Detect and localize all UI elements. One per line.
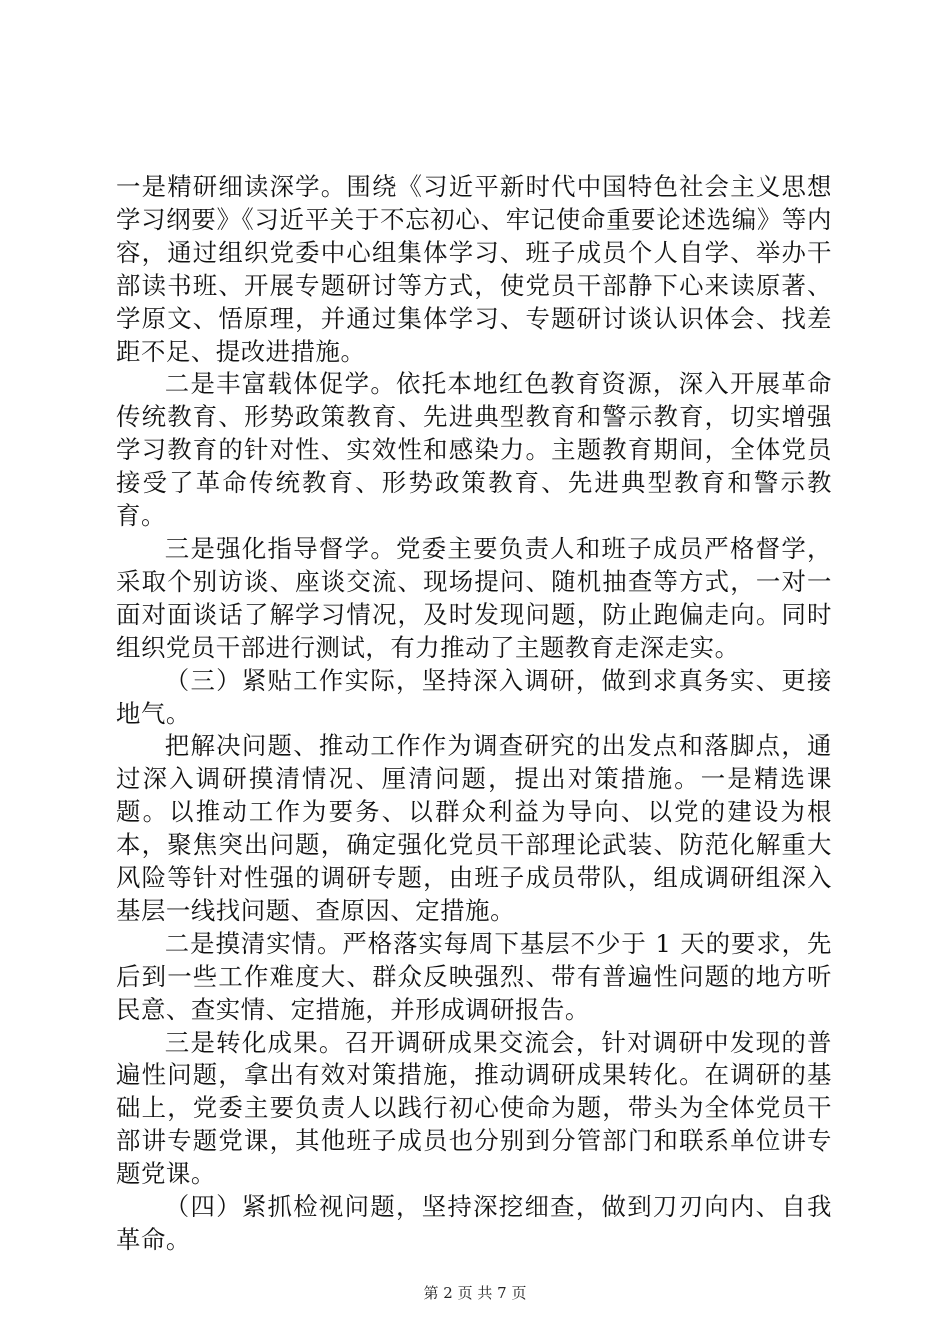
paragraph-study-supervision: 三是强化指导督学。党委主要负责人和班子成员严格督学，采取个别访谈、座谈交流、现场提问、随机抽查等方式，一对一面对面谈话了解学习情况，及时发现问题，防止跑偏走向。同时组织党员干部进行测试，有力推动了主题教育走深走实。: [116, 533, 832, 662]
section-heading-research: （三）紧贴工作实际，坚持深入调研，做到求真务实、更接地气。: [116, 665, 832, 728]
paragraph-research-topics: 把解决问题、推动工作作为调查研究的出发点和落脚点，通过深入调研摸清情况、厘清问题，提出对策措施。一是精选课题。以推动工作为要务、以群众利益为导向、以党的建设为根本，聚焦突出问题，确定强化党员干部理论武装、防范化解重大风险等针对性强的调研专题，由班子成员带队，组成调研组深入基层一线找问题、查原因、定措施。: [116, 731, 832, 925]
paragraph-study-carriers: 二是丰富载体促学。依托本地红色教育资源，深入开展革命传统教育、形势政策教育、先进典型教育和警示教育，切实增强学习教育的针对性、实效性和感染力。主题教育期间，全体党员接受了革命传统教育、形势政策教育、先进典型教育和警示教育。: [116, 369, 832, 531]
page-number-footer: 第 2 页 共 7 页: [423, 1284, 527, 1302]
paragraph-research-results: 三是转化成果。召开调研成果交流会，针对调研中发现的普遍性问题，拿出有效对策措施，推动调研成果转化。在调研的基础上，党委主要负责人以践行初心使命为题，带头为全体党员干部讲专题党课，其他班子成员也分别到分管部门和联系单位讲专题党课。: [116, 1027, 832, 1189]
paragraph-study-intensive: 一是精研细读深学。围绕《习近平新时代中国特色社会主义思想学习纲要》《习近平关于不忘初心、牢记使命重要论述选编》等内容，通过组织党委中心组集体学习、班子成员个人自学、举办干部读书班、开展专题研讨等方式，使党员干部静下心来读原著、学原文、悟原理，并通过集体学习、专题研讨谈认识体会、找差距不足、提改进措施。: [116, 172, 832, 366]
paragraph-research-facts: 二是摸清实情。严格落实每周下基层不少于 1 天的要求，先后到一些工作难度大、群众反映强烈、带有普遍性问题的地方听民意、查实情、定措施，并形成调研报告。: [116, 928, 832, 1024]
section-heading-inspection: （四）紧抓检视问题，坚持深挖细查，做到刀刃向内、自我革命。: [116, 1192, 832, 1254]
document-body: [116, 171, 832, 1257]
